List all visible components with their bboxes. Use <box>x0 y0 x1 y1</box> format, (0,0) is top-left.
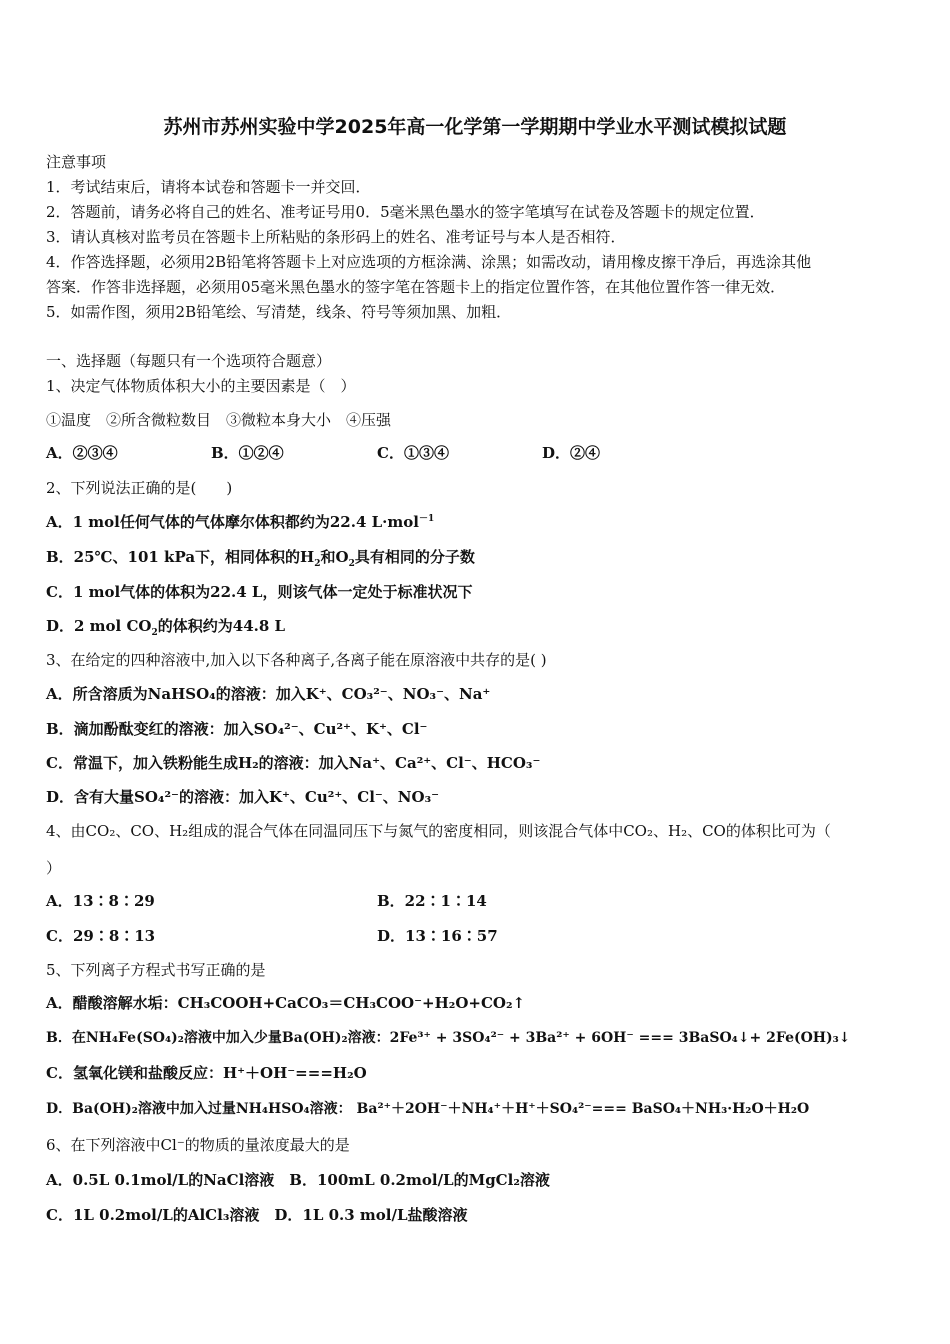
q4-option-a: A．13∶8∶29 <box>46 892 155 910</box>
q2-option-b <box>46 547 475 567</box>
notice-item-2: 2．答题前，请务必将自己的姓名、准考证号用0．5毫米黑色墨水的签字笔填写在试卷及答题卡的规定位置． <box>46 203 765 221</box>
notice-item-4-cont: 答案．作答非选择题，必须用05毫米黑色墨水的签字笔在答题卡上的指定位置作答，在其他位置作答一律无效． <box>46 278 786 296</box>
q2-option-b-text-2: 和O <box>320 548 349 566</box>
q6-stem: 6、在下列溶液中Cl⁻的物质的量浓度最大的是 <box>46 1136 350 1154</box>
q1-option-d: D．②④ <box>542 444 601 462</box>
notice-heading: 注意事项 <box>46 153 107 171</box>
q2-option-c: C．1 mol气体的体积为22.4 L，则该气体一定处于标准状况下 <box>46 583 473 601</box>
q2-option-b-text-3: 具有相同的分子数 <box>354 548 475 566</box>
q4-stem-cont: ） <box>46 859 62 877</box>
q1-option-b: B．①②④ <box>211 444 284 462</box>
q3-stem: 3、在给定的四种溶液中,加入以下各种离子,各离子能在原溶液中共存的是( ) <box>46 651 547 669</box>
q6-options-cd: C．1L 0.2mol/L的AlCl₃溶液 D．1L 0.3 mol/L盐酸溶液 <box>46 1206 468 1224</box>
q1-factors: ①温度 ②所含微粒数目 ③微粒本身大小 ④压强 <box>46 411 392 429</box>
q6-options-ab: A．0.5L 0.1mol/L的NaCl溶液 B．100mL 0.2mol/L的MgCl₂溶液 <box>46 1171 550 1189</box>
q4-option-b: B．22∶1∶14 <box>377 892 487 910</box>
notice-item-5: 5．如需作图，须用2B铅笔绘、写清楚，线条、符号等须加黑、加粗． <box>46 303 512 321</box>
page-title: 苏州市苏州实验中学2025年高一化学第一学期期中学业水平测试模拟试题 <box>163 116 787 138</box>
q2-option-a <box>46 512 434 532</box>
q3-option-b: B．滴加酚酞变红的溶液：加入SO₄²⁻、Cu²⁺、K⁺、Cl⁻ <box>46 720 428 738</box>
notice-item-1: 1．考试结束后，请将本试卷和答题卡一并交回． <box>46 178 371 196</box>
q2-option-a-sup: －1 <box>418 514 435 524</box>
notice-item-4: 4．作答选择题，必须用2B铅笔将答题卡上对应选项的方框涂满、涂黑；如需改动，请用橡皮擦干净后，再选涂其他 <box>46 253 812 271</box>
q2-option-b-text-1: B．25℃、101 kPa下，相同体积的H <box>46 548 315 566</box>
q4-option-c: C．29∶8∶13 <box>46 927 156 945</box>
notice-item-3: 3．请认真核对监考员在答题卡上所粘贴的条形码上的姓名、准考证号与本人是否相符． <box>46 228 626 246</box>
q5-option-a: A．醋酸溶解水垢：CH₃COOH+CaCO₃＝CH₃COO⁻+H₂O+CO₂↑ <box>46 994 526 1012</box>
q2-option-d <box>46 616 285 636</box>
q2-option-b-sub-2: 2 <box>348 559 355 569</box>
q5-option-b: B．在NH₄Fe(SO₄)₂溶液中加入少量Ba(OH)₂溶液：2Fe³⁺ + 3SO₄²⁻ + 3Ba²⁺ + 6OH⁻ === 3BaSO₄↓+ 2Fe(OH)₃↓ <box>46 1030 851 1046</box>
q3-option-d: D．含有大量SO₄²⁻的溶液：加入K⁺、Cu²⁺、Cl⁻、NO₃⁻ <box>46 788 440 806</box>
q2-option-d-text-2: 的体积约为44.8 L <box>157 617 286 635</box>
q3-option-a: A．所含溶质为NaHSO₄的溶液：加入K⁺、CO₃²⁻、NO₃⁻、Na⁺ <box>46 685 491 703</box>
q5-option-d: D．Ba(OH)₂溶液中加入过量NH₄HSO₄溶液： Ba²⁺＋2OH⁻＋NH₄⁺＋H⁺＋SO₄²⁻=== BaSO₄＋NH₃·H₂O＋H₂O <box>46 1101 810 1117</box>
q3-option-c: C．常温下，加入铁粉能生成H₂的溶液：加入Na⁺、Ca²⁺、Cl⁻、HCO₃⁻ <box>46 754 541 772</box>
section-heading: 一、选择题（每题只有一个选项符合题意） <box>46 352 332 370</box>
q1-stem: 1、决定气体物质体积大小的主要因素是（ ） <box>46 377 356 395</box>
q4-stem: 4、由CO₂、CO、H₂组成的混合气体在同温同压下与氮气的密度相同，则该混合气体中CO₂、H₂、CO的体积比可为（ <box>46 822 831 840</box>
q1-option-a: A．②③④ <box>46 444 118 462</box>
q5-option-c: C．氢氧化镁和盐酸反应：H⁺＋OH⁻===H₂O <box>46 1064 367 1082</box>
q2-option-b-sub-1: 2 <box>314 559 321 569</box>
q2-stem: 2、下列说法正确的是( ) <box>46 479 233 497</box>
q2-option-d-sub: 2 <box>151 628 158 638</box>
q1-option-c: C．①③④ <box>377 444 449 462</box>
q4-option-d: D．13∶16∶57 <box>377 927 498 945</box>
q2-option-a-text: A．1 mol任何气体的气体摩尔体积都约为22.4 L·mol <box>46 513 419 531</box>
q2-option-d-text-1: D．2 mol CO <box>46 617 152 635</box>
q5-stem: 5、下列离子方程式书写正确的是 <box>46 961 266 979</box>
